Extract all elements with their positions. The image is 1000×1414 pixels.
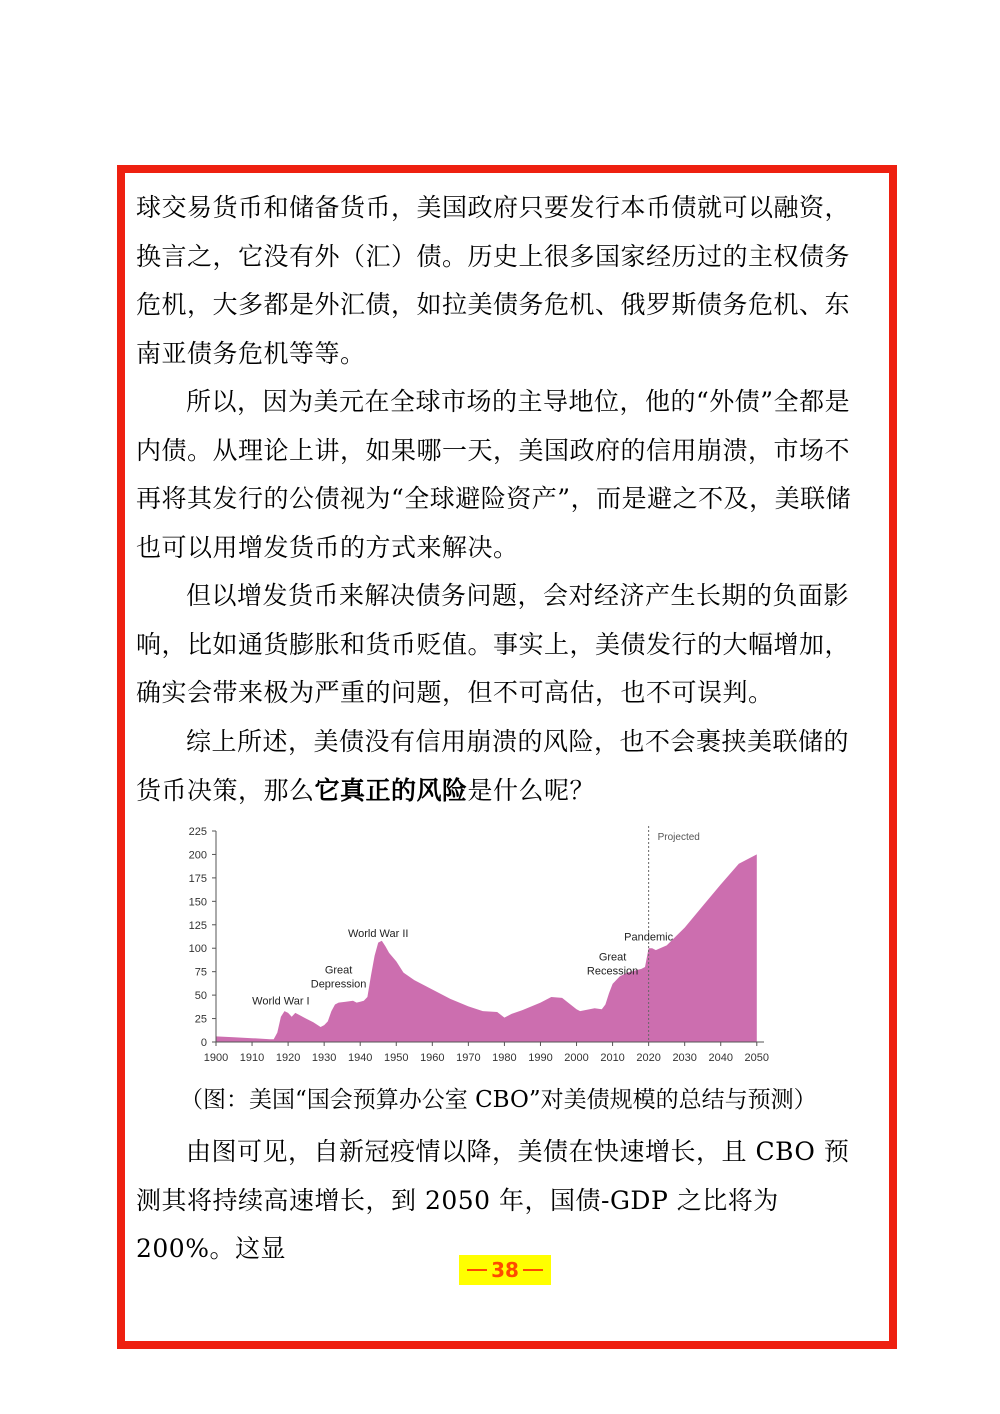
x-tick-label: 1900	[203, 1052, 229, 1064]
y-tick-label: 175	[188, 872, 207, 885]
x-tick-label: 2000	[564, 1052, 589, 1064]
y-tick-label: 150	[188, 896, 207, 909]
x-tick-label: 1920	[275, 1052, 301, 1064]
paragraph-4-start: 综上所述，美债没有信用崩溃的风险，也不会裹挟美联储的货币决策，那么	[136, 727, 850, 805]
x-tick-label: 2040	[708, 1052, 733, 1064]
paragraph-1: 球交易货币和储备货币，美国政府只要发行本币债就可以融资，换言之，它没有外（汇）债。历史上很多国家经历过的主权债务危机，大多都是外汇债，如拉美债务危机、俄罗斯债务危机、东南亚债务危机等等。	[136, 193, 851, 368]
paragraph-5: 由图可见，自新冠疫情以降，美债在快速增长，且 CBO 预测其将持续高速增长，到 2050 年，国债-GDP 之比将为 200%。这显	[136, 1137, 850, 1263]
paragraph-3: 但以增发货币来解决债务问题，会对经济产生长期的负面影响，比如通货膨胀和货币贬值。事实上，美债发行的大幅增加，确实会带来极为严重的问题，但不可高估，也不可误判。	[136, 581, 851, 707]
debt-area-series	[216, 854, 757, 1042]
y-tick-label: 125	[188, 919, 207, 932]
paragraph-2: 所以，因为美元在全球市场的主导地位，他的“外债”全都是内债。从理论上讲，如果哪一天，美国政府的信用崩溃，市场不再将其发行的公债视为“全球避险资产”，而是避之不及，美联储也可以用增发货币的方式来解决。	[136, 387, 852, 562]
x-tick-label: 2010	[600, 1052, 625, 1064]
y-tick-label: 200	[188, 849, 207, 862]
x-tick-label: 1930	[311, 1052, 337, 1064]
y-tick-label: 225	[188, 826, 207, 838]
dash-right	[523, 1269, 543, 1271]
us-debt-chart	[170, 818, 790, 1073]
x-tick-label: 2020	[636, 1052, 661, 1064]
page-number-badge	[459, 1255, 551, 1285]
x-tick-label: 1990	[528, 1052, 553, 1064]
y-tick-label: 25	[194, 1013, 207, 1026]
x-tick-label: 1910	[239, 1052, 265, 1064]
projected-label: Projected	[657, 832, 700, 843]
figure-caption: （图：美国“国会预算办公室 CBO”对美债规模的总结与预测）	[180, 1087, 817, 1113]
x-tick-label: 2050	[744, 1052, 770, 1064]
chart-annotation: Great Recession	[586, 951, 639, 978]
x-tick-label: 1980	[492, 1052, 517, 1064]
y-tick-label: 100	[188, 943, 207, 956]
chart-annotation: World War I	[252, 995, 310, 1008]
chart-annotation: Great Depression	[310, 964, 367, 991]
x-tick-label: 1960	[420, 1052, 445, 1064]
x-tick-label: 2030	[672, 1052, 697, 1064]
y-tick-label: 75	[194, 966, 207, 979]
paragraph-4	[136, 718, 866, 815]
page-number: 38	[491, 1258, 519, 1282]
y-tick-label: 0	[200, 1037, 207, 1049]
dash-left	[467, 1269, 487, 1271]
x-tick-label: 1940	[347, 1052, 373, 1064]
x-tick-label: 1970	[456, 1052, 481, 1064]
paragraph-4-end: 是什么呢？	[467, 775, 596, 805]
chart-annotation: World War II	[347, 927, 409, 940]
chart-annotation: Pandemic	[624, 931, 674, 944]
paragraph-4-emphasis: 它真正的风险	[314, 775, 468, 805]
x-tick-label: 1950	[384, 1052, 409, 1064]
y-tick-label: 50	[194, 990, 207, 1003]
